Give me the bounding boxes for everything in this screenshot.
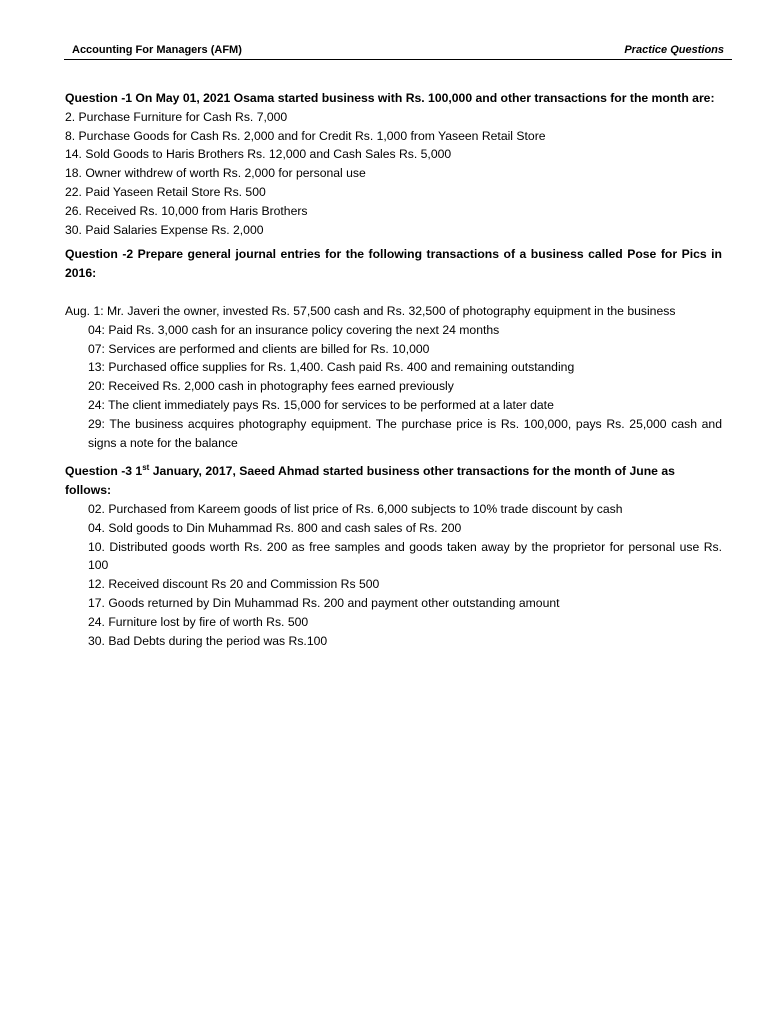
question-3-title: [65, 462, 722, 500]
question-2: [65, 245, 722, 452]
question-3-item: 24. Furniture lost by fire of worth Rs. 500: [88, 614, 309, 629]
question-1-title: Question -1 On May 01, 2021 Osama started business with Rs. 100,000 and other transactions for the month are:: [65, 91, 715, 105]
question-2-item: 04: Paid Rs. 3,000 cash for an insurance policy covering the next 24 months: [88, 322, 500, 337]
question-3-title-superscript: st: [142, 463, 150, 473]
question-3-item: 12. Received discount Rs 20 and Commission Rs 500: [88, 577, 380, 592]
question-3-title-prefix: Question -3 1: [65, 464, 143, 479]
question-3-title-suffix: January, 2017, Saeed Ahmad started business other transactions for the month of June as follows:: [65, 464, 675, 498]
question-1: [65, 89, 722, 239]
question-3-item: 02. Purchased from Kareem goods of list price of Rs. 6,000 subjects to 10% trade discount by cash: [88, 501, 623, 516]
question-3-item: 30. Bad Debts during the period was Rs.100: [88, 633, 328, 648]
question-2-item: 07: Services are performed and clients are billed for Rs. 10,000: [88, 341, 430, 356]
header-course-title: Accounting For Managers (AFM): [72, 44, 242, 56]
question-1-item: 22. Paid Yaseen Retail Store Rs. 500: [65, 184, 266, 199]
question-2-item: 29: The business acquires photography equipment. The purchase price is Rs. 100,000, pays Rs. 25,000 cash and signs a note for the balance: [88, 416, 722, 450]
question-2-title: Question -2 Prepare general journal entries for the following transactions of a business called Pose for Pics in 2016:: [65, 247, 722, 281]
question-1-item: 8. Purchase Goods for Cash Rs. 2,000 and for Credit Rs. 1,000 from Yaseen Retail Store: [65, 128, 546, 143]
question-1-item: 2. Purchase Furniture for Cash Rs. 7,000: [65, 109, 288, 124]
question-3-item: 17. Goods returned by Din Muhammad Rs. 200 and payment other outstanding amount: [88, 595, 560, 610]
question-1-item: 30. Paid Salaries Expense Rs. 2,000: [65, 222, 264, 237]
question-3-item: 10. Distributed goods worth Rs. 200 as free samples and goods taken away by the proprietor for personal use Rs. 100: [88, 539, 722, 573]
page-header: [64, 43, 732, 60]
question-2-item: 13: Purchased office supplies for Rs. 1,400. Cash paid Rs. 400 and remaining outstanding: [88, 360, 575, 375]
header-section-title: Practice Questions: [624, 44, 724, 56]
document-body: [65, 89, 722, 650]
question-1-item: 18. Owner withdrew of worth Rs. 2,000 for personal use: [65, 166, 366, 181]
question-2-first-entry: Aug. 1: Mr. Javeri the owner, invested Rs. 57,500 cash and Rs. 32,500 of photography equipment in the business: [65, 303, 676, 318]
question-1-item: 26. Received Rs. 10,000 from Haris Brothers: [65, 203, 308, 218]
question-3-item: 04. Sold goods to Din Muhammad Rs. 800 and cash sales of Rs. 200: [88, 520, 462, 535]
question-2-item: 20: Received Rs. 2,000 cash in photography fees earned previously: [88, 379, 454, 394]
question-2-item: 24: The client immediately pays Rs. 15,000 for services to be performed at a later date: [88, 397, 554, 412]
question-1-item: 14. Sold Goods to Haris Brothers Rs. 12,000 and Cash Sales Rs. 5,000: [65, 147, 452, 162]
question-3: [65, 462, 722, 650]
